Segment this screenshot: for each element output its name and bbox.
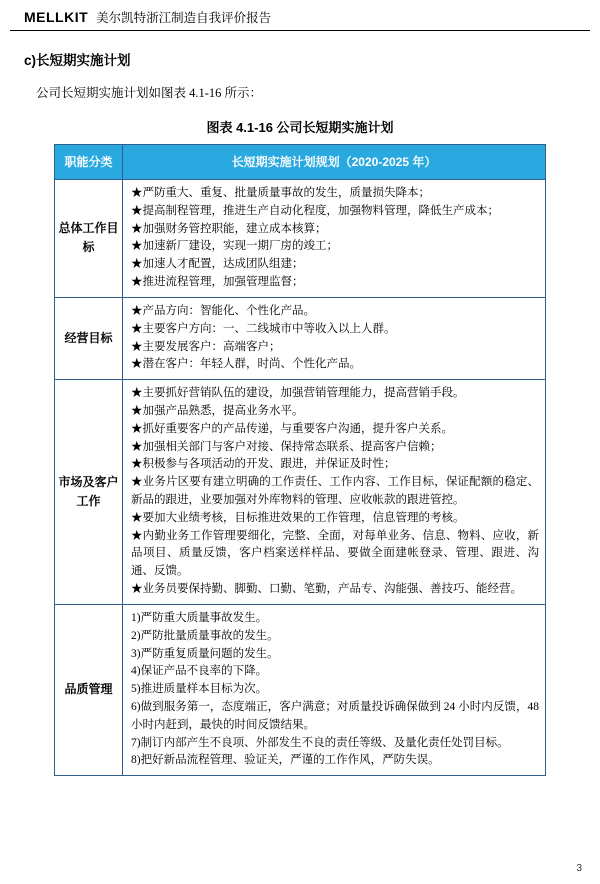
intro-paragraph: 公司长短期实施计划如图表 4.1-16 所示： xyxy=(36,86,263,100)
table-row xyxy=(55,180,546,298)
row-line: ★加速新厂建设，实现一期厂房的竣工； xyxy=(131,240,338,253)
row-line: 6)做到服务第一，态度端正，客户满意；对质量投诉确保做到 24 小时内反馈，48 小时内赶到，最快的时间反馈结果。 xyxy=(131,700,539,731)
row-line: ★加强财务管控职能，建立成本核算； xyxy=(131,222,327,235)
row-content-market-customer xyxy=(123,380,546,605)
table-header-plan: 长短期实施计划规划（2020-2025 年） xyxy=(123,145,546,180)
table-row xyxy=(55,380,546,605)
row-line: ★加强产品熟悉，提高业务水平。 xyxy=(131,404,304,417)
row-line: ★主要客户方向：一、二线城市中等收入以上人群。 xyxy=(131,322,396,335)
row-label-market-customer: 市场及客户工作 xyxy=(55,380,123,605)
row-line: ★严防重大、重复、批量质量事故的发生，质量损失降本； xyxy=(131,187,430,199)
row-label-business-goal: 经营目标 xyxy=(55,297,123,379)
row-line: 8)把好新品流程管理、验证关，严谨的工作作风，严防失误。 xyxy=(131,754,440,767)
row-line: ★主要发展客户：高端客户； xyxy=(131,340,281,353)
row-line: ★加速人才配置，达成团队组建； xyxy=(131,258,304,271)
brand-logo: MELLKIT xyxy=(24,9,89,25)
document-header xyxy=(10,0,590,31)
row-line: ★潜在客户：年轻人群，时尚、个性化产品。 xyxy=(131,358,361,371)
row-line: ★积极参与各项活动的开发、跟进，并保证及时性； xyxy=(131,458,396,471)
row-line: 3)严防重复质量问题的发生。 xyxy=(131,647,279,660)
table-header-function-category: 职能分类 xyxy=(55,145,123,180)
row-line: 5)推进质量样本目标为次。 xyxy=(131,683,268,696)
section-heading: c)长短期实施计划 xyxy=(24,53,131,68)
row-line: ★主要抓好营销队伍的建设，加强营销管理能力，提高营销手段。 xyxy=(131,387,465,400)
plan-table xyxy=(54,144,546,776)
row-line: 7)制订内部产生不良项、外部发生不良的责任等级、及量化责任处罚目标。 xyxy=(131,736,509,749)
row-line: ★要加大业绩考核，目标推进效果的工作管理，信息管理的考核。 xyxy=(131,511,465,524)
table-row xyxy=(55,604,546,775)
table-header-row xyxy=(55,145,546,180)
table-caption: 图表 4.1-16 公司长短期实施计划 xyxy=(206,120,394,135)
row-content-overall-goal xyxy=(123,180,546,298)
table-row xyxy=(55,297,546,379)
row-line: ★产品方向：智能化、个性化产品。 xyxy=(131,304,315,317)
row-label-overall-goal: 总体工作目标 xyxy=(55,180,123,298)
row-line: ★抓好重要客户的产品传递，与重要客户沟通，提升客户关系。 xyxy=(131,422,453,435)
row-line: 4)保证产品不良率的下降。 xyxy=(131,665,268,678)
row-line: ★业务员要保持勤、脚勤、口勤、笔勤，产品专、沟能强、善技巧、能经营。 xyxy=(131,583,522,596)
row-line: ★推进流程管理，加强管理监督； xyxy=(131,276,304,289)
row-line: 2)严防批量质量事故的发生。 xyxy=(131,629,279,642)
header-title: 美尔凯特浙江制造自我评价报告 xyxy=(96,11,272,25)
row-content-business-goal xyxy=(123,297,546,379)
table-container xyxy=(54,144,546,776)
row-content-quality-management xyxy=(123,604,546,775)
row-line: ★加强相关部门与客户对接、保持常态联系、提高客户信赖； xyxy=(131,440,442,453)
page-number: 3 xyxy=(576,863,582,874)
row-line: ★内勤业务工作管理要细化，完整、全面，对每单业务、信息、物料、应收，新品项目、质量反馈，客户档案送样样品、要做全面建帐登录、管理、跟进、沟通、反馈。 xyxy=(131,529,539,578)
row-line: ★业务片区要有建立明确的工作责任、工作内容、工作目标，保证配额的稳定、新品的跟进，业要加强对外库物料的管理、应收帐款的跟进管控。 xyxy=(131,476,539,506)
row-line: ★提高制程管理，推进生产自动化程度，加强物料管理，降低生产成本； xyxy=(131,204,499,217)
row-label-quality-management: 品质管理 xyxy=(55,604,123,775)
row-line: 1)严防重大质量事故发生。 xyxy=(131,611,268,624)
